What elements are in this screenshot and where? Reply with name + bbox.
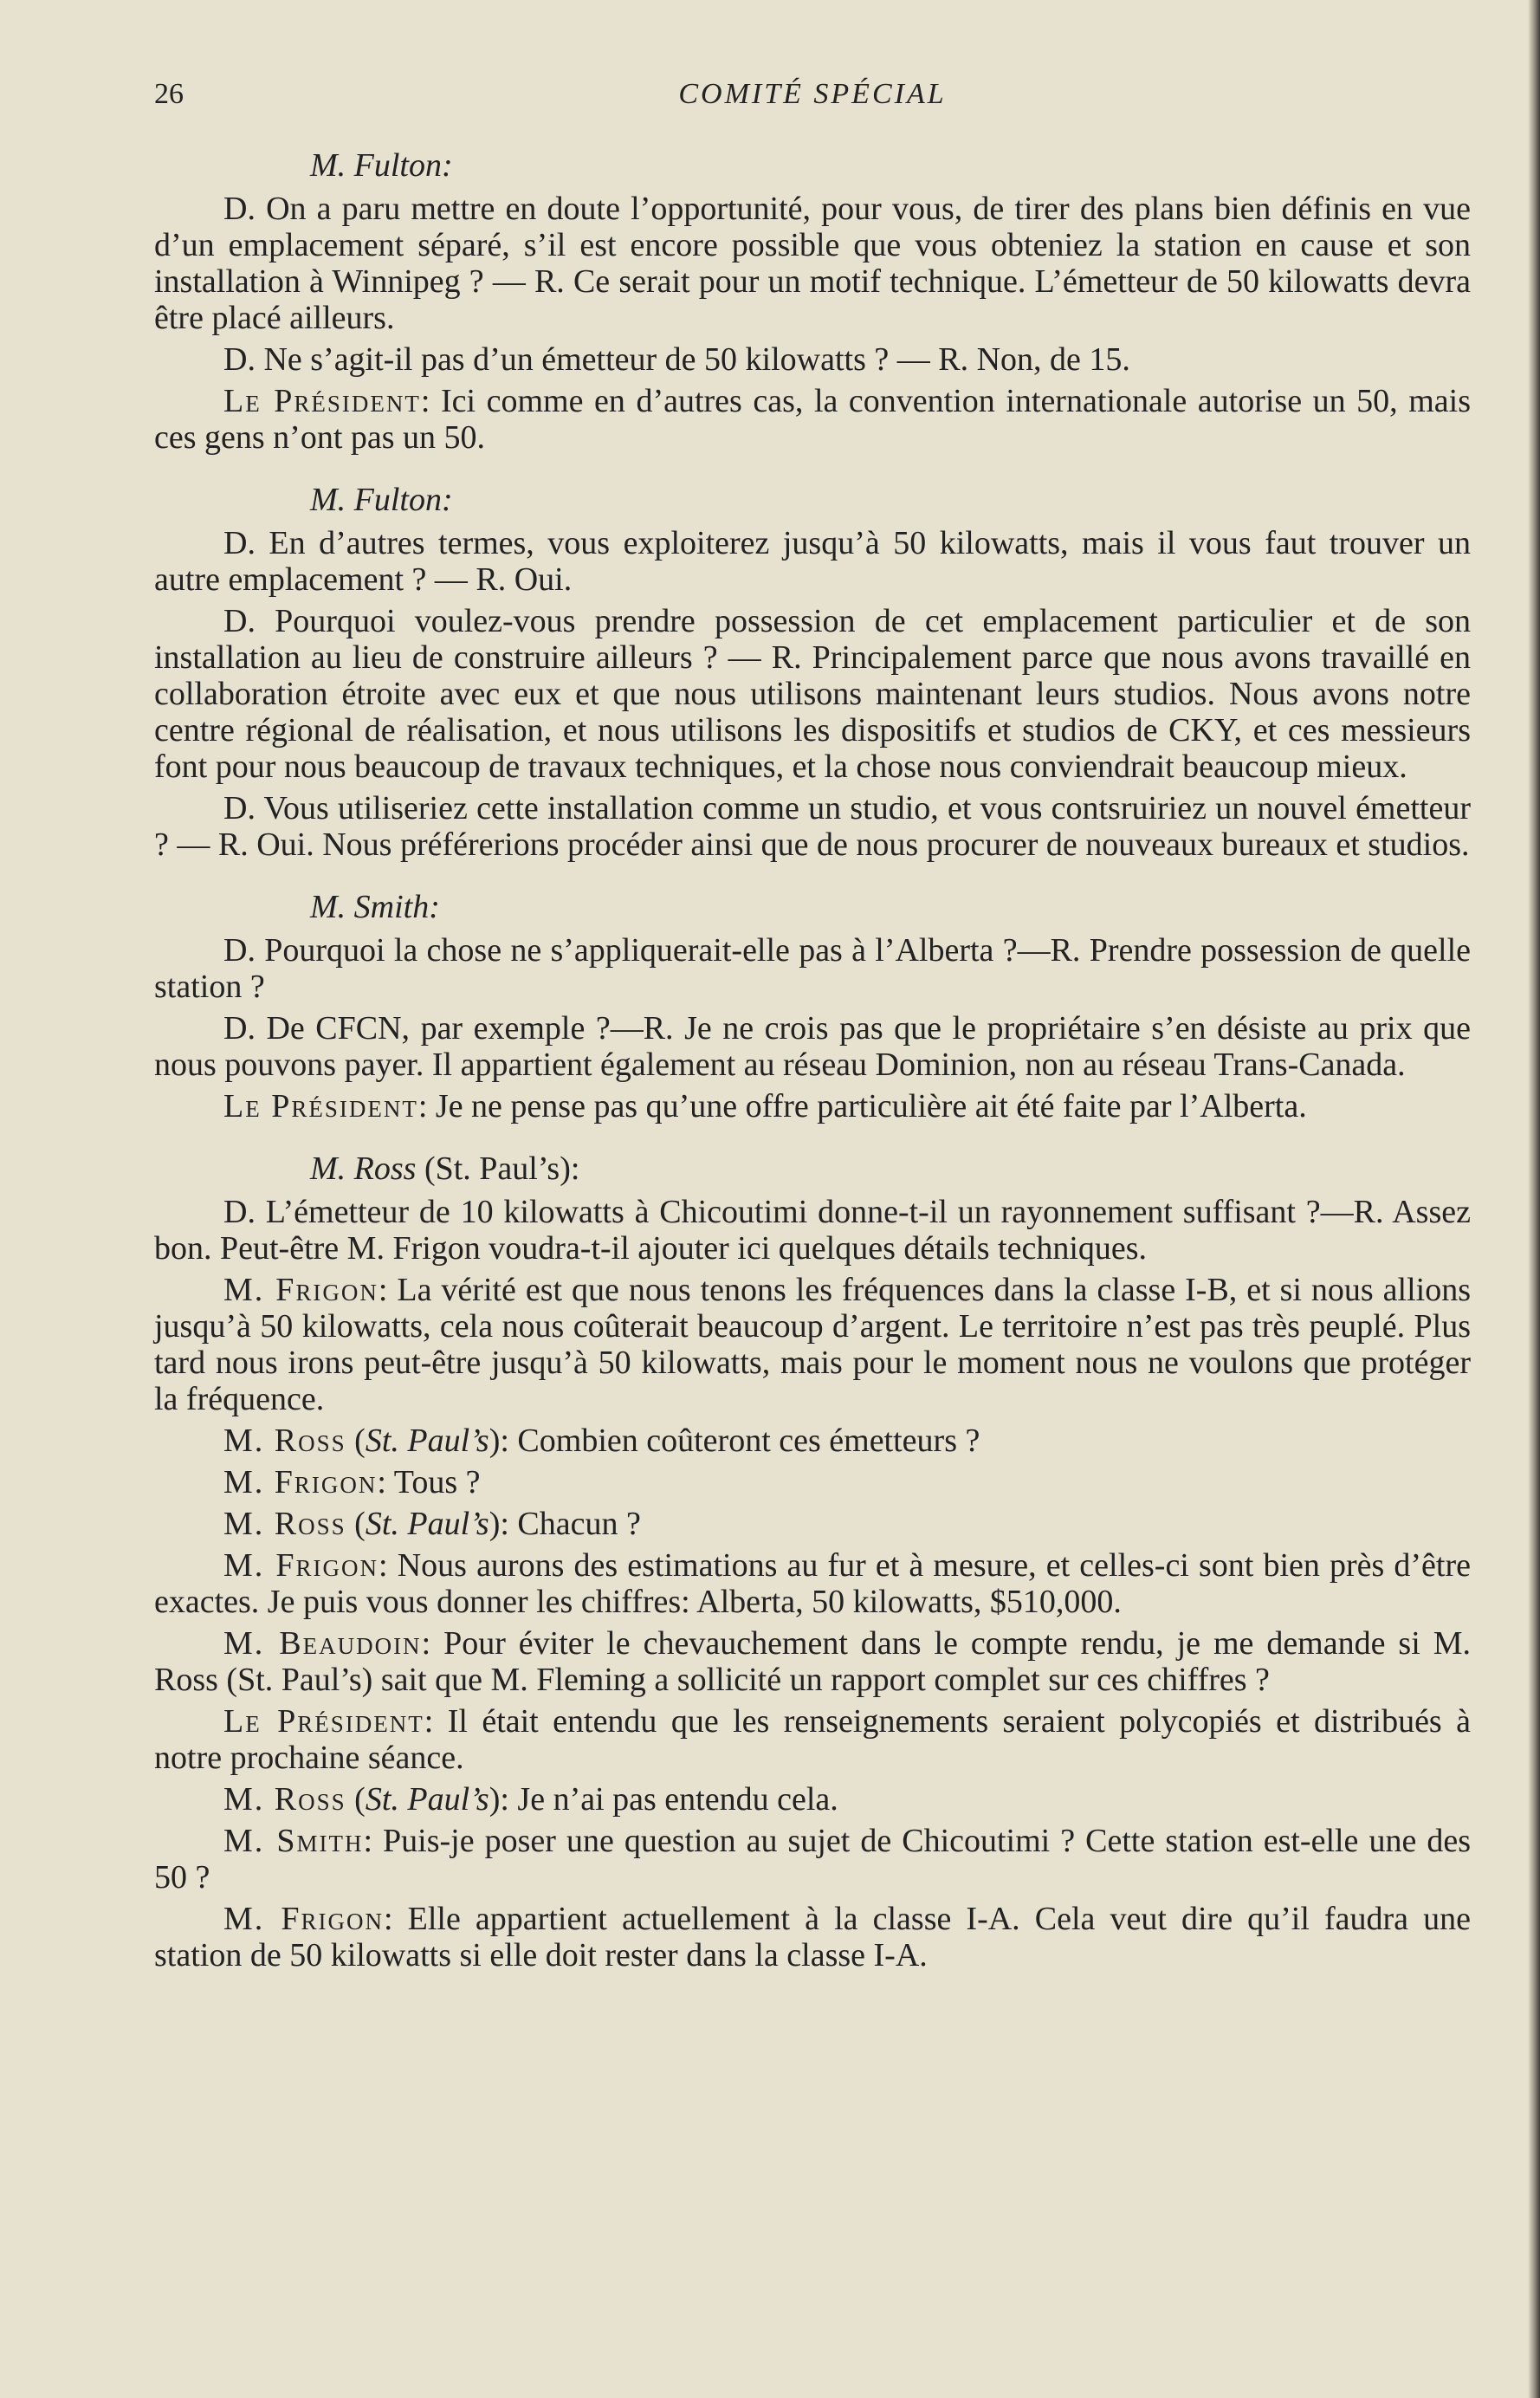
paragraph-text: D. En d’autres termes, vous exploiterez jusqu’à 50 kilowatts, mais il vous faut trouver un autre emplacement ? — R. Oui. xyxy=(154,525,1471,598)
book-spine-shadow xyxy=(1528,0,1540,2398)
paragraph xyxy=(154,1625,1471,1698)
speaker-name: M. Ross xyxy=(310,1150,417,1187)
paragraph-text: : Combien coûteront ces émetteurs ? xyxy=(500,1423,980,1459)
speaker-name: M. Fulton: xyxy=(310,147,453,184)
document-body xyxy=(154,147,1471,1973)
speaker-lead: M. Frigon xyxy=(223,1272,379,1308)
speaker-heading xyxy=(310,147,1471,184)
paragraph xyxy=(154,932,1471,1005)
page-header xyxy=(154,61,1471,130)
paragraph-text: D. Pourquoi la chose ne s’appliquerait-elle pas à l’Alberta ?—R. Prendre possession de quelle station ? xyxy=(154,932,1471,1005)
riding-name: St. Paul’s xyxy=(365,1506,489,1542)
paragraph xyxy=(154,1272,1471,1417)
paragraph xyxy=(154,1901,1471,1973)
speaker-lead: M. Frigon xyxy=(223,1901,385,1937)
paragraph xyxy=(154,1194,1471,1267)
paragraph-text: D. Pourquoi voulez-vous prendre possession de cet emplacement particulier et de son installation au lieu de construire ailleurs ? — R. Principalement parce que nous avons travaillé en collaboration étroite avec eux et que nous utilisons maintenant leurs studios. Nous avons notre centre régional de réalisation, et nous utilisons les dispositifs et studios de CKY, et ces messieurs font pour nous beaucoup de travaux techniques, et la chose nous conviendrait beaucoup mieux. xyxy=(154,603,1471,785)
riding-name: St. Paul’s xyxy=(365,1781,489,1818)
speaker-riding: (St. Paul’s): xyxy=(416,1150,580,1187)
speaker-name: M. Fulton: xyxy=(310,482,453,518)
paragraph-text: : Elle appartient actuellement à la classe I-A. Cela veut dire qu’il faudra une station de 50 kilowatts si elle doit rester dans la classe I-A. xyxy=(154,1901,1472,1973)
page-number: 26 xyxy=(154,78,184,110)
paragraph-text: D. L’émetteur de 10 kilowatts à Chicoutimi donne-t-il un rayonnement suffisant ?—R. Assez bon. Peut-être M. Frigon voudra-t-il ajouter ici quelques détails techniques. xyxy=(154,1194,1471,1267)
paragraph-text: D. Vous utiliseriez cette installation comme un studio, et vous contsruiriez un nouvel émetteur ? — R. Oui. Nous préférerions procéder ainsi que de nous procurer de nouveaux bureaux et studios. xyxy=(154,790,1471,863)
speaker-lead: M. Ross xyxy=(223,1423,346,1459)
paragraph xyxy=(154,603,1471,785)
speaker-lead: M. Frigon xyxy=(223,1547,379,1584)
paragraph: M. Ross (St. Paul’s): Combien coûteront ces émetteurs ? xyxy=(223,1423,980,1459)
paragraph xyxy=(154,525,1471,598)
speaker-lead: Le Président xyxy=(223,1703,424,1740)
paragraph-text: : Je n’ai pas entendu cela. xyxy=(500,1781,838,1818)
speaker-lead: M. Beaudoin xyxy=(223,1625,422,1662)
speaker-name: M. Smith: xyxy=(310,889,440,925)
paragraph xyxy=(154,1464,1471,1500)
speaker-heading xyxy=(310,889,1471,925)
paragraph-text: : Je ne pense pas qu’une offre particulière ait été faite par l’Alberta. xyxy=(417,1088,1307,1124)
running-title: COMITÉ SPÉCIAL xyxy=(678,78,947,110)
speaker-lead: M. Ross xyxy=(223,1781,346,1818)
speaker-lead: M. Frigon xyxy=(223,1464,378,1500)
speaker-lead: M. Smith xyxy=(223,1823,364,1859)
speaker-lead: M. Ross xyxy=(223,1506,346,1542)
paragraph xyxy=(154,191,1471,336)
paragraph xyxy=(154,1010,1471,1083)
speaker-heading xyxy=(310,1150,1471,1187)
paragraph-text: : Pour éviter le chevauchement dans le compte rendu, je me demande si M. Ross (St. Paul’s) sait que M. Fleming a sollicité un rapport complet sur ces chiffres ? xyxy=(154,1625,1471,1698)
paragraph-text: D. On a paru mettre en doute l’opportunité, pour vous, de tirer des plans bien définis en vue d’un emplacement séparé, s’il est encore possible que vous obteniez la station en cause et son installation à Winnipeg ? — R. Ce serait pour un motif technique. L’émetteur de 50 kilowatts devra être placé ailleurs. xyxy=(154,191,1471,336)
speaker-lead: Le Président xyxy=(223,383,421,419)
paragraph-text: : Puis-je poser une question au sujet de Chicoutimi ? Cette station est-elle une des 50 ? xyxy=(154,1823,1472,1896)
paragraph: M. Ross (St. Paul’s): Je n’ai pas entendu cela. xyxy=(223,1781,838,1818)
paragraph-text: : Nous aurons des estimations au fur et à mesure, et celles-ci sont bien près d’être exactes. Je puis vous donner les chiffres: Alberta, 50 kilowatts, $510,000. xyxy=(154,1547,1472,1620)
paragraph-text: : Tous ? xyxy=(377,1464,481,1500)
paragraph-text: D. Ne s’agit-il pas d’un émetteur de 50 kilowatts ? — R. Non, de 15. xyxy=(223,341,1130,378)
paragraph-text: : Il était entendu que les renseignements seraient polycopiés et distribués à notre prochaine séance. xyxy=(154,1703,1471,1776)
speaker-lead: Le Président xyxy=(223,1088,418,1124)
document-page xyxy=(154,61,1471,2365)
paragraph xyxy=(154,1703,1471,1776)
paragraph xyxy=(154,341,1471,378)
paragraph xyxy=(154,383,1471,456)
speaker-heading xyxy=(310,482,1471,518)
paragraph-text: : Ici comme en d’autres cas, la convention internationale autorise un 50, mais ces gens n’ont pas un 50. xyxy=(154,383,1471,456)
paragraph xyxy=(154,1088,1471,1124)
paragraph-text: D. De CFCN, par exemple ?—R. Je ne crois pas que le propriétaire s’en désiste au prix que nous pouvons payer. Il appartient également au réseau Dominion, non au réseau Trans-Canada. xyxy=(154,1010,1471,1083)
riding-name: St. Paul’s xyxy=(365,1423,489,1459)
paragraph: M. Ross (St. Paul’s): Chacun ? xyxy=(223,1506,641,1542)
paragraph xyxy=(154,790,1471,863)
paragraph xyxy=(154,1823,1471,1896)
paragraph-text: : La vérité est que nous tenons les fréquences dans la classe I-B, et si nous allions jusqu’à 50 kilowatts, cela nous coûterait beaucoup d’argent. Le territoire n’est pas très peuplé. Plus tard nous irons peut-être jusqu’à 50 kilowatts, mais pour le moment nous ne voulons que protéger la fréquence. xyxy=(154,1272,1471,1417)
paragraph xyxy=(154,1547,1471,1620)
paragraph-text: : Chacun ? xyxy=(500,1506,641,1542)
